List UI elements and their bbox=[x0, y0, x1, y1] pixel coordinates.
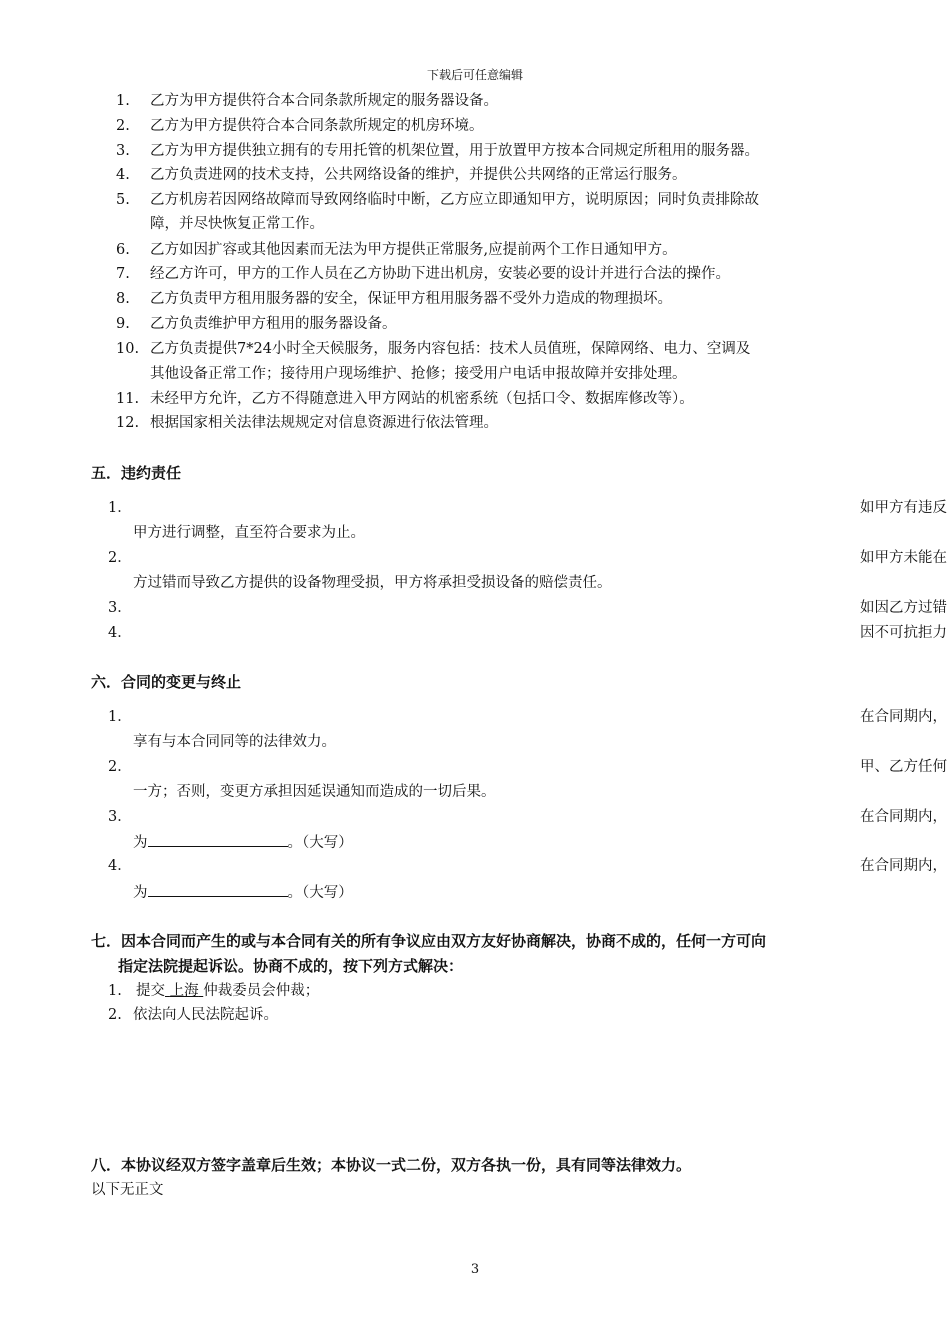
list-item-number: 4． bbox=[108, 625, 132, 641]
list-item-number: 3． bbox=[108, 600, 132, 616]
amount-line bbox=[133, 882, 353, 902]
section7-heading-line2: 指定法院提起诉讼。协商不成的，按下列方式解决： bbox=[118, 957, 464, 975]
list-item-text-truncated: 甲、乙方任何 bbox=[860, 759, 947, 775]
list-item-text-truncated: 因不可抗拒力 bbox=[860, 625, 947, 641]
list-item-text: 乙方为甲方提供符合本合同条款所规定的机房环境。 bbox=[150, 118, 484, 134]
list-item-number: 3． bbox=[108, 809, 132, 825]
list-item-number: 2． bbox=[108, 759, 132, 775]
arbitration-prefix: 提交 bbox=[136, 983, 165, 999]
list-item-number: 6. bbox=[116, 242, 130, 258]
list-item-text-truncated: 在合同期内， bbox=[860, 709, 947, 725]
section6-heading: 六．合同的变更与终止 bbox=[91, 673, 242, 691]
page-number: 3 bbox=[470, 1262, 480, 1277]
list-item-number: 4. bbox=[116, 167, 130, 183]
list-item-number: 3. bbox=[116, 143, 130, 159]
list-item-text: 乙方负责进网的技术支持，公共网络设备的维护，并提供公共网络的正常运行服务。 bbox=[150, 167, 687, 183]
arbitration-suffix: 仲裁委员会仲裁； bbox=[203, 983, 320, 999]
amount-prefix: 为 bbox=[133, 835, 148, 851]
list-item-text: 乙方负责维护甲方租用的服务器设备。 bbox=[150, 316, 397, 332]
list-item-text-truncated: 如因乙方过错 bbox=[860, 600, 947, 616]
list-item-number: 1． bbox=[108, 709, 132, 725]
section7-heading-line1: 七．因本合同而产生的或与本合同有关的所有争议应由双方友好协商解决，协商不成的，任何一方可向 bbox=[91, 932, 767, 950]
list-item-number: 9. bbox=[116, 316, 130, 332]
list-item-text-continued: 方过错而导致乙方提供的设备物理受损，甲方将承担受损设备的赔偿责任。 bbox=[133, 575, 612, 591]
list-item-number: 2. bbox=[108, 1007, 122, 1023]
amount-line bbox=[133, 832, 353, 852]
list-item-number: 7. bbox=[116, 266, 130, 282]
list-item-number: 1. bbox=[116, 93, 130, 109]
list-item-number: 10. bbox=[116, 341, 140, 357]
page-header: 下载后可任意编辑 bbox=[426, 68, 523, 82]
list-item-text: 乙方为甲方提供符合本合同条款所规定的服务器设备。 bbox=[150, 93, 498, 109]
list-item-number: 12. bbox=[116, 415, 140, 431]
end-note: 以下无正文 bbox=[91, 1182, 164, 1198]
list-item-text-continued: 甲方进行调整，直至符合要求为止。 bbox=[133, 525, 365, 541]
amount-suffix: 。（大写） bbox=[287, 885, 353, 901]
list-item-text: 乙方负责提供7*24小时全天候服务，服务内容包括：技术人员值班，保障网络、电力、空调及 bbox=[150, 341, 751, 357]
list-item-text-continued: 享有与本合同同等的法律效力。 bbox=[133, 734, 336, 750]
list-item-text: 经乙方许可，甲方的工作人员在乙方协助下进出机房，安装必要的设计并进行合法的操作。 bbox=[150, 266, 730, 282]
list-item-text: 根据国家相关法律法规规定对信息资源进行依法管理。 bbox=[150, 415, 498, 431]
list-item-number: 2． bbox=[108, 550, 132, 566]
list-item-text-truncated: 在合同期内， bbox=[860, 809, 947, 825]
list-item-text: 依法向人民法院起诉。 bbox=[133, 1007, 278, 1023]
section5-heading: 五．违约责任 bbox=[91, 464, 182, 482]
list-item-text: 乙方如因扩容或其他因素而无法为甲方提供正常服务,应提前两个工作日通知甲方。 bbox=[150, 242, 677, 258]
list-item-number: 4． bbox=[108, 858, 132, 874]
list-item-text: 乙方机房若因网络故障而导致网络临时中断，乙方应立即通知甲方，说明原因；同时负责排除故 bbox=[150, 192, 759, 208]
list-item-number: 11. bbox=[116, 391, 140, 407]
list-item-number: 8. bbox=[116, 291, 130, 307]
arbitration-line bbox=[136, 982, 319, 1000]
list-item-text-continued: 其他设备正常工作；接待用户现场维护、抢修；接受用户电话申报故障并安排处理。 bbox=[150, 366, 687, 382]
arbitration-city bbox=[165, 983, 203, 999]
list-item-text: 乙方负责甲方租用服务器的安全，保证甲方租用服务器不受外力造成的物理损坏。 bbox=[150, 291, 672, 307]
list-item-text-truncated: 在合同期内， bbox=[860, 858, 947, 874]
arbitration-city-text: 上海 bbox=[169, 983, 199, 999]
list-item-text: 乙方为甲方提供独立拥有的专用托管的机架位置，用于放置甲方按本合同规定所租用的服务器。 bbox=[150, 143, 759, 159]
amount-blank[interactable] bbox=[148, 832, 288, 847]
list-item-number: 5. bbox=[116, 192, 130, 208]
list-item-text-truncated: 如甲方有违反 bbox=[860, 500, 947, 516]
amount-suffix: 。（大写） bbox=[287, 835, 353, 851]
list-item-text-continued: 一方；否则，变更方承担因延误通知而造成的一切后果。 bbox=[133, 784, 496, 800]
list-item-text-truncated: 如甲方未能在 bbox=[860, 550, 947, 566]
list-item-number: 2. bbox=[116, 118, 130, 134]
list-item-text: 未经甲方允许，乙方不得随意进入甲方网站的机密系统（包括口令、数据库修改等）。 bbox=[150, 391, 694, 407]
list-item-number: 1. bbox=[108, 983, 122, 999]
amount-prefix: 为 bbox=[133, 885, 148, 901]
list-item-text-continued: 障，并尽快恢复正常工作。 bbox=[150, 216, 324, 232]
section8-heading: 八．本协议经双方签字盖章后生效；本协议一式二份，双方各执一份，具有同等法律效力。 bbox=[91, 1156, 692, 1174]
list-item-number: 1． bbox=[108, 500, 132, 516]
amount-blank[interactable] bbox=[148, 882, 288, 897]
